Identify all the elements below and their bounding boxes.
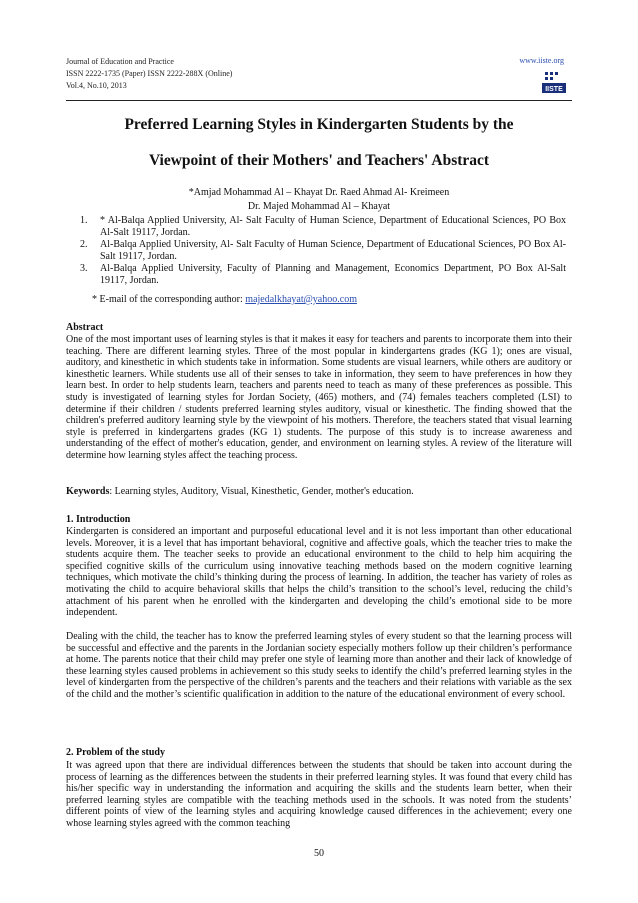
keywords: [66, 486, 572, 498]
affiliation-item: [80, 215, 566, 238]
affiliation-text: Al-Balqa Applied University, Faculty of Planning and Management, Economics Department, PO Box Al-Salt 19117, Jordan.: [100, 263, 566, 286]
keywords-label: Keywords: [66, 486, 110, 497]
section1-paragraph1: Kindergarten is considered an important and purposeful educational level and it is not less important than other educational levels. Moreover, it is a level that has important behavioral, cognitive and affective goals, which the teacher tries to make the students acquire them. The teacher seeks to provide an educational environment to the child to help him acquiring the specified cognitive skills of the curriculum using innovative teaching methods based on the modern cognitive learning techniques, which motivate the child’s thinking during the process of learning. In addition, the teacher has variety of roles as motivating the child to acquire behavioral skills that helps the child’s transition to the school’s level, reducing the child’s attachment of his parent when he enrolled with the kindergarten and developing the child’s emotional side to be more independent.: [66, 526, 572, 619]
authors-line2: Dr. Majed Mohammad Al – Khayat: [247, 201, 391, 212]
keywords-text: : Learning styles, Auditory, Visual, Kinesthetic, Gender, mother's education.: [109, 486, 414, 497]
authors-line1: *Amjad Mohammad Al – Khayat Dr. Raed Ahmad Al- Kreimeen: [188, 187, 450, 198]
svg-text:IISTE: IISTE: [545, 86, 563, 93]
iiste-logo-icon: [542, 70, 566, 94]
affiliation-text: * Al-Balqa Applied University, Al- Salt Faculty of Human Science, Department of Educational Sciences, PO Box Al-Salt 19117, Jordan.: [100, 215, 566, 238]
affiliation-number: 3.: [80, 263, 88, 274]
affiliation-item: [80, 239, 566, 262]
affiliation-item: [80, 263, 566, 286]
page-header: [66, 56, 572, 100]
page-number: 50: [314, 848, 324, 859]
journal-url-link[interactable]: www.iiste.org: [519, 56, 564, 65]
section2-paragraph1: It was agreed upon that there are individual differences between the students that should be taken into account during the process of learning as the differences between the students in their preferred learning styles. It was found that every child has his/her specific way in understanding the information and acquiring the skills and the students learn better, when their preferred learning styles are compatible with the teaching methods used in the schools. It was noted from the students’ different points of view of the learning styles and acquiring knowledge caused differences in the achievement; every one whose learning styles agreed with the common teaching: [66, 760, 572, 829]
affiliations-list: [80, 215, 566, 287]
abstract-text: One of the most important uses of learning styles is that it makes it easy for teachers and parents to incorporate them into their teaching. There are different learning styles. Three of the most popular in kindergartens grades (KG 1); ones are visual, auditory, and kinesthetic in which students take in information. Some students are visual learners, while others are auditory or kinesthetic learners. While students use all of their senses to take in information, they seem to have preferences in how they learn best. In order to help students learn, teachers and parents need to teach as many of these preferences as possible. This study is investigated of learning styles for Jordan Society, (465) mothers, and (74) females teachers completed (LSI) to determine if their children / students preferred learning styles auditory, visual or kinesthetic. The finding showed that the children's preferred auditory learning style by the viewpoint of his mothers. Therefore, the teachers stated that visual learning style is preferred in kindergartens grades (KG 1) students. The purpose of this study is to increase awareness and understanding of the effect of mother's education, gender, and environment on learning styles. A review of the literature will determine how learning styles affect the teaching process.: [66, 334, 572, 461]
abstract-heading: Abstract: [66, 322, 104, 333]
email-prefix: * E-mail of the corresponding author:: [92, 294, 246, 305]
email-link[interactable]: majedalkhayat@yahoo.com: [245, 294, 357, 305]
section2-heading: 2. Problem of the study: [66, 747, 165, 758]
journal-issn: ISSN 2222-1735 (Paper) ISSN 2222-288X (Online): [66, 69, 233, 78]
paper-title-line2: Viewpoint of their Mothers' and Teachers' Abstract: [148, 152, 490, 169]
section1-heading: 1. Introduction: [66, 514, 131, 525]
corresponding-email: [92, 294, 357, 306]
affiliation-text: Al-Balqa Applied University, Al- Salt Faculty of Human Science, Department of Educational Sciences, PO Box Al-Salt 19117, Jordan.: [100, 239, 566, 262]
journal-name: Journal of Education and Practice: [66, 57, 174, 66]
affiliation-number: 2.: [80, 239, 88, 250]
affiliation-number: 1.: [80, 215, 88, 226]
journal-volume: Vol.4, No.10, 2013: [66, 81, 127, 90]
paper-title-line1: Preferred Learning Styles in Kindergarten Students by the: [124, 116, 514, 133]
section1-paragraph2: Dealing with the child, the teacher has to know the preferred learning styles of every student so that the learning process will be successful and effective and the parents in the Jordanian society especially mothers follow up their children’s performance at home. The parents notice that their child may prefer one style of learning more than another and their lack of knowledge of these learning styles caused problems in achievement so this study seeks to identify the child’s preferred learning styles in the level of kindergarten from the perspective of the children’s parents and the teachers and their relations with variable as the sex of the child and the mother’s scientific qualification in addition to the nature of the educational environment of every school.: [66, 631, 572, 700]
header-divider: [66, 100, 572, 101]
